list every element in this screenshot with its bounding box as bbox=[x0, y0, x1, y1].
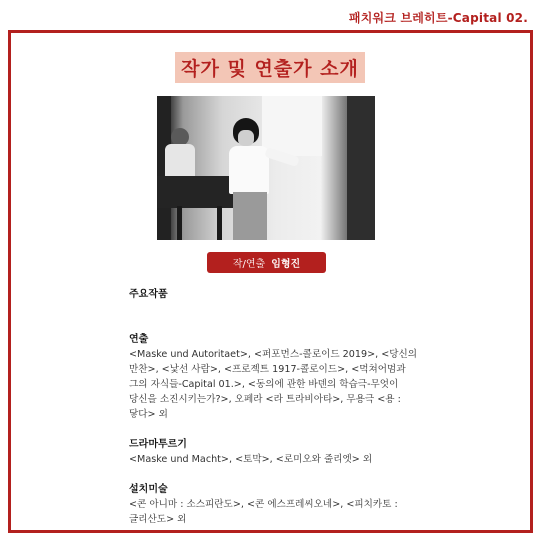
photo-table-leg bbox=[177, 206, 182, 240]
role-label: 작/연출 bbox=[232, 259, 266, 270]
header-title: 패치워크 브레히트-Capital 02. bbox=[348, 11, 528, 25]
photo-figure-shirt bbox=[229, 146, 269, 194]
section-title-dramaturgy: 드라마투르기 bbox=[129, 439, 187, 450]
works-heading: 주요작품 bbox=[129, 289, 168, 300]
director-photo bbox=[157, 96, 375, 240]
page-title: 작가 및 연출가 소개 bbox=[175, 52, 365, 83]
photo-window bbox=[262, 96, 322, 156]
photo-table-leg bbox=[217, 206, 222, 240]
photo-figure-pants bbox=[233, 192, 267, 240]
section-text-directing: <Maske und Autoritaet>, <퍼포먼스-콜로이드 2019>, <당신의 만찬>, <낯선 사람>, <프로젝트 1917-콜로이드>, <먹쳐어멈과 그의 자식들-Capital 01.>, <동의에 관한 바덴의 학습극-무엇이 당신을 소진시키는가?>, 오페라 <라 트라비아타>, 무용극 <용 : 닿다> 외 bbox=[129, 349, 418, 420]
photo-table bbox=[157, 176, 237, 208]
section-text-dramaturgy: <Maske und Macht>, <토막>, <로미오와 줄리엣> 외 bbox=[129, 454, 373, 465]
photo-right-wall bbox=[347, 96, 375, 240]
section-title-directing: 연출 bbox=[129, 334, 149, 345]
page-title-container bbox=[0, 52, 540, 83]
section-text-installation: <콘 아니마 : 소스피란도>, <콘 에스프레씨오네>, <피치카토 : 글리산도> 외 bbox=[129, 499, 398, 525]
photo-figure-face bbox=[238, 130, 254, 146]
director-name: 임형진 bbox=[271, 259, 301, 270]
role-badge bbox=[207, 252, 326, 273]
works-section bbox=[129, 287, 419, 527]
section-title-installation: 설치미술 bbox=[129, 484, 168, 495]
